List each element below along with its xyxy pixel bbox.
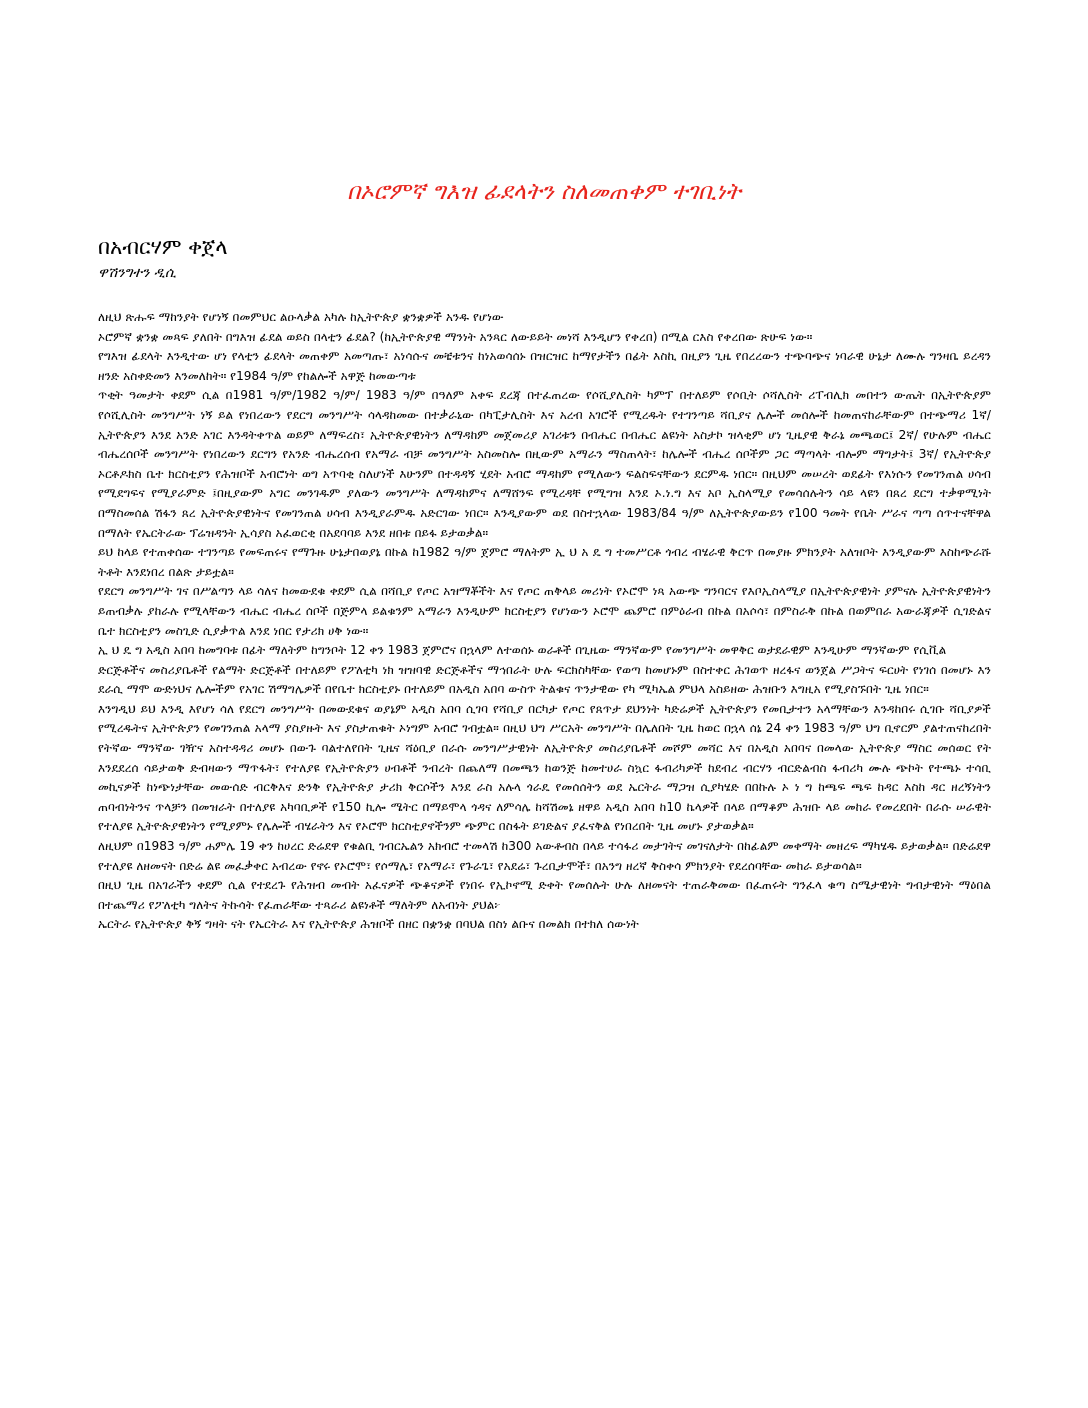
paragraph: ድርጅቶችና መስሪያቤቶች የልማት ድርጅቶች በተለይም የፖለቲካ ነክ ዝዝባዊ ድርጅቶችና ማኅበራት ሁሉ ፍርክስካቸው የወጣ ከመሆኑም በስተቀር ሕገወጥ ዘረፋና ወንጀል ሥጋትና ፍርሀት የነገሰ በመሆኑ እን ደራሲ ማሞ ውድነህና ሌሎችም የአገር ሽማግሌዎች በየቤተ ክርስቲያኑ በተለይም በአዲስ አበባ ውስጥ ትልቁና ጥንታዊው የካ ሚካኤል ምህላ አስይዘው ሕዝቡን እግዚአ የሚያስኙበት ጊዜ ነበር። [98, 662, 991, 697]
paragraph: የግእዝ ፊደላት እንዲተው ሆነ የላቲን ፊደላት መጠቀም አመጣጡ፣ አነሳሱና መቼቱንና ከነአወሳሰኑ በዝርዝር ከማየታችን በፊት እስኪ በዚያን ጊዜ የበረረውን ተጭባጭና ነባራዊ ሁኔታ ለሙሉ ግንዛቤ ይረዳን ዘንድ አስቀድመን እንመለከት። የ1984 ዓ/ም የከልሎች አዋጅ ከመውጣቱ [98, 349, 991, 383]
paragraph: ጥቂት ዓመታት ቀደም ሲል በ1981 ዓ/ም/1982 ዓ/ም/ 1983 ዓ/ም በዓለም አቀፍ ደረጃ በተፈጠረው የሶሺያሊስት ካምፕ በተለይም የሶቢት ሶሻሊስት ሪፐብሊክ መበተን ውጤት በኢትዮጵያም የሶሺሊስት መንግሥት ነኝ ይል የነበረውን የደርግ መንግሥት ሳላዳከመው በተቃራኒው በካፒታሊስት እና አረብ አገሮች የሚረዱት የተገንጣይ ሻቢያና ሌሎች መሰሎች ከመጠናከራቸውም በተጭማሪ 1ኛ/ ኢትዮጵያን እንደ አንድ አገር እንዳትቀጥል ወይም ለማፍረስ፣ ኢትዮጵያዊነትን ለማዳከም መጀመሪያ አገሪቱን በብሔር በብሔር ልዩነት አስታኮ ዝላቂም ሆነ ጊዜያዊ ቅራኔ መጫወር፤ 2ኛ/ የሁሉም ብሔር ብሔረሰቦች መንግሥት የነበረውን ደርግን የአንድ ብሔረሰብ የአማራ ብቻ መንግሥት አስመስሎ በዚውም አማራን ማስጠላት፣ ከሌሎች ብሔረ ሰቦችም ጋር ማጣላት ብሎም ማግታት፤ 3ኛ/ የኢትዮጵያ ኦርቶዶክስ ቤተ ክርስቲያን የሕዝቦች አብሮነት ወግ አጥባቂ ስለሆነች እሁንም በተዳዳኝ ሂደት አብሮ ማዳከም የሚለውን ፍልስፍናቸውን ደርምዱ ነበር። በዚህም መሠረት ወደፊት የእነሱን የመገንጠል ሀሳብ የሚደግፍና የሚያራምድ ፤በዚያውም አግር መንገዱም ያለውን መንግሥት ለማዳከምና ለማሸንፍ የሚረዳቸ የሚግዝ እንደ ኦ.ነ.ግ እና አቦ ኢስላሚያ የመሳሰሉትን ሳይ ላዩን በጸረ ደርግ ተቃዋሚነት በማስመሰል ሽፋን ጸረ ኢትዮጵያዊነትና የመገንጠል ሀሳብ እንዲያራምዱ አድርገው ነበር። እንዲያውም ወደ በስተኋላው 1983/84 ዓ/ም ለኢትዮጵያውይን የ100 ዓመት የቤት ሥራና ጣጣ ሰጥተናቸዋል በማለት የኤርትራው ፕሬዝዳንት ኢሳያስ አፈወርቂ በአደባባይ እንደ ዘበቱ በይፋ ይታወቃል። [98, 388, 991, 540]
paragraph: እንግዲህ ይህ እንዲ እየሆነ ሳለ የደርግ መንግሥት በመውደቁና ወያኔም አዲስ አበባ ሲገባ የሻቢያ በርካታ የጦር የጸጥታ ደህንነት ካድሬዎች ኢትዮጵያን የመቢታተን አላማቸውን እንዳከበሩ ሲገቡ ሻቢያዎች የሚረዱትና ኢትዮጵያን የመገንጠል አላማ ያስያዙት እና ያስታጠቁት ኦነግም አብሮ ገብቷል። በዚህ ህግ ሥርአት መንግሥት በሌለበት ጊዜ ከወር በኋላ ሰኔ 24 ቀን 1983 ዓ/ም ህግ ቢኖርም ያልተጠናከረበት የትኛው ማንኛው ገዥና አስተዳዳሪ መሆኑ በውጉ ባልተለየበት ጊዜና ሻዕቢያ በራሱ መንግሥታዊነት ለኢትዮጵያ መስሪያቤቶች መሾም መሻር እና በአዲስ አበባና በመላው ኢትዮጵያ ማስር መሰወር የት እንደደረሰ ሳይታወቅ ድብዛውን ማጥፋት፣ የተለያዩ የኢትዮጵያን ሀብቶች ንብረት በጨለማ በመጫን ከወንጅ ከመተሀራ ስኳር ፋብሪካዎች ከደብረ ብርሃን ብርድልብስ ፋብሪካ ሙሉ ጭኮት የተጫኑ ተሳቢ መኪናዎች ከነጭነታቸው መውሰድ ብርቅእና ድንቅ የኢትዮጵያ ታሪክ ቅርሶችን እንደ ራስ አሉላ ጎራዴ የመሰሰትን ወደ ኤርትራ ማጋዝ ሲያካሄድ በበኩሉ ኦ ነ ግ ከጫፍ ጫፍ ከዳር እስከ ዳር ዘረኝነትን ጠባብነትንና ጥላቻን በመዝራት በተለያዩ አካባቢዎች የ150 ኪሎ ሜትር በማይሞላ ጎዳና ለምሳሌ ከሻሽመኔ ዘዋይ አዲስ አበባ ከ10 ኬላዎች በላይ በማቆም ሕዝቡ ላይ መከራ የመረደበት በራሱ ሠራዊት የተለያዩ ኢትዮጵያዊነትን የሚያምኑ የሌሎች ብሄራትን እና የኦሮሞ ክርስቲያኖችንም ጭምር በስፋት ይገድልና ያፈናቅል የነበረበት ጊዜ መሆኑ ያታወቃል። [98, 701, 991, 834]
paragraph: ኤርትራ የኢትዮጵያ ቅኝ ግዛት ናት የኤርትራ እና የኢትዮጵያ ሕዝቦች በዘር በቋንቋ በባህል በስነ ልቡና በመልክ በተክለ ሰውነት [98, 917, 639, 932]
paragraph: ይህ ከላይ የተጠቀሰው ተገንጣይ የመፍጠሩና የማጉዙ ሁኔታበወያኔ በኩል ከ1982 ዓ/ም ጀምሮ ማለትም ኢ ህ አ ዴ ግ ተመሥርቶ ጎብረ ብሄራዊ ቅርጥ በመያዙ ምክንያት አለዝቦት እንዲያውም እስከጭራሹ ትቶት እንደነበረ በልጽ ታይቷል። [98, 545, 991, 579]
document-title: በኦሮምኛ ግእዝ ፊደላትን ስለመጠቀም ተገቢነት [347, 179, 741, 205]
paragraph: ለዚህም በ1983 ዓ/ም ሐምሌ 19 ቀን ከሀረር ድሬደዋ የቁልቢ ገብርኤልን አክብሮ ተመላሽ ከ300 አውቶብስ በላይ ተሳፋሪ መታገትና መገናለታት በከፊልም መቀማት መዘረፍ ማካሄዱ ይታወቃል። በድሬደዋ የተለያዩ ለዘመናት በድሬ ልዩ መፈቃቀር አብረው የኖሩ የኦሮሞ፣ የሶማሌ፣ የአማራ፣ የጉራጌ፣ የአደሬ፣ ጉረቢታሞች፣ በአንግ ዘረኛ ቅስቀሳ ምክንያት የደረሰባቸው መከራ ይታወሳል። [98, 839, 991, 873]
article-body [98, 308, 991, 1308]
author-location: ዋሽንግተን ዲሲ [98, 265, 177, 281]
paragraph: ኦሮምኛ ቋንቋ መጻፍ ያለበት በግእዝ ፊደል ወይስ በላቲን ፊደል? (ከኢትዮጵያዊ ማንነት አንጻር ለውይይት መነሻ እንዲሆን የቀረበ) በሚል ርእስ የቀረበው ጽሁፍ ነው። [98, 329, 813, 344]
paragraph: ኢ ህ ዴ ግ አዲስ አበባ ከመግባቱ በፊት ማለትም ከግንቦት 12 ቀን 1983 ጀምሮና በኋላም ለተወሰኑ ወራቶች በጊዜው ማንኛውም የመንግሥት መዋቅር ወታደራዊም እንዲሁም ማንኛውም የሲቪል [98, 643, 947, 658]
paragraph: በዚህ ጊዜ በአገራችን ቀደም ሲል የተደረጉ የሕዝብ መብት አፈናዎች ጭቆናዎች የነበሩ የኢኮኖሚ ድቀት የመሰሉት ሁሉ ለዘመናት ተጠራቅመው በፈጠሩት ግንፈላ ቁጣ ስሜታዊነት ግብታዊነት ማዕበል በተጨማሪ የፖለቲካ ግለትና ትኩሳት የፈጠራቸው ተጻራሪ ልዩነቶች ማለትም ለአብነት ያህል፦ [98, 878, 991, 912]
paragraph: የደርግ መንግሥት ገና በሥልጣን ላይ ሳለና ከመውደቁ ቀደም ሲል በሻቢያ የጦር አዝማቾችት እና የጦር ጠቅላይ መሪነት የኦሮሞ ነጻ አውጭ ግንባርና የእቦኢስላሚያ በኢትዮጵያዊነት ያምናሉ ኢትዮጵያዊነትን ይጠብቃሉ ያከራሉ የሚላቸውን ብሔር ብሔረ ሰቦች በጅምላ ይልቁንም አማራን እንዲሁም ክርስቲያን የሆነውን ኦሮሞ ጨምሮ በምዕራብ በኩል በአሶሳ፣ በምስራቅ በኩል በወምበራ አውራጃዎች ሲገድልና ቤተ ክርስቲያን መስጊድ ሲያቃጥል እንደ ነበር የታሪክ ሀቅ ነው። [98, 584, 991, 638]
paragraph: ለዚህ ጽሑፍ ማከንያት የሆነኝ በመምህር ልዑላቃል አካሉ ከኢትዮጵያ ቋንቋዎች አንዱ የሆነው [98, 310, 504, 324]
author-name: በአብርሃም ቀጀላ [98, 235, 228, 259]
